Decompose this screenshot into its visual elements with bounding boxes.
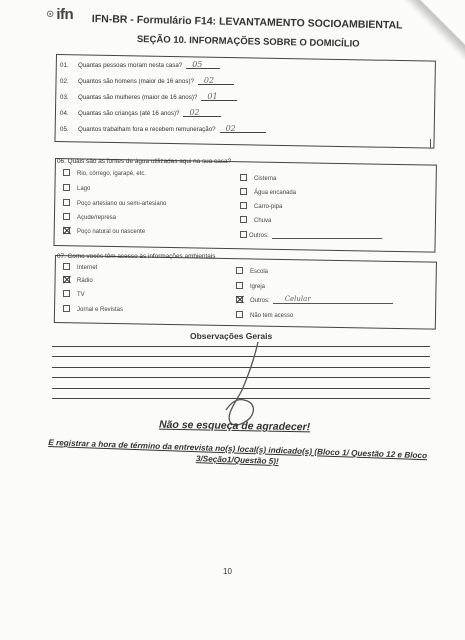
ifn-logo <box>46 6 73 23</box>
info-heading: 07. Como vocês têm acesso às informações ambientais <box>57 253 216 260</box>
page-number: 10 <box>223 567 232 576</box>
info-option[interactable]: Internet <box>63 263 97 271</box>
info-option[interactable]: Rádio <box>63 276 93 284</box>
water-option[interactable]: Açude/represa <box>63 213 116 221</box>
water-option[interactable]: Poço artesiano ou semi-artesiano <box>63 199 166 207</box>
observations-title: Observações Gerais <box>190 331 273 341</box>
checkbox[interactable] <box>240 202 247 209</box>
checkbox[interactable] <box>240 174 247 181</box>
checkbox[interactable] <box>63 213 70 220</box>
margin-mark <box>430 139 431 148</box>
thanks-reminder: Não se esqueça de agradecer! <box>158 418 311 434</box>
folded-corner <box>401 0 465 64</box>
water-option[interactable]: Rio, córrego, igarapé, etc. <box>63 169 146 177</box>
section-title: SEÇÃO 10. INFORMAÇÕES SOBRE O DOMICÍLIO <box>136 34 360 50</box>
question-05: 05. Quantos trabalham fora e recebem remuneração? 02 <box>60 124 266 133</box>
checkbox-checked[interactable] <box>63 227 70 234</box>
logo-mark-icon: ⊙ <box>46 9 55 20</box>
info-option[interactable]: Jornal e Revistas <box>63 305 123 313</box>
checkbox[interactable] <box>63 169 70 176</box>
logo-text: ifn <box>56 6 74 23</box>
checkbox[interactable] <box>240 188 247 195</box>
water-option[interactable]: Poço natural ou nascente <box>63 227 145 235</box>
question-03: 03. Quantas são mulheres (maior de 16 anos)? 01 <box>60 92 237 101</box>
checkbox[interactable] <box>240 216 247 223</box>
checkbox[interactable] <box>236 282 243 289</box>
question-01: 01. Quantas pessoas moram nesta casa? 05 <box>60 60 220 69</box>
info-other[interactable]: Outros: Celular <box>236 296 393 304</box>
answer-field[interactable]: 05 <box>186 60 220 69</box>
water-option[interactable]: Água encanada <box>240 188 296 196</box>
water-option[interactable]: Cisterna <box>240 174 276 182</box>
question-02: 02. Quantos são homens (maior de 16 anos)? 02 <box>60 76 234 85</box>
info-option[interactable]: Não tem acesso <box>236 311 293 319</box>
checkbox[interactable] <box>63 305 70 312</box>
question-04: 04. Quantas são crianças (até 16 anos)? 02 <box>60 108 221 117</box>
water-option[interactable]: Carro-pipa <box>240 202 282 210</box>
end-time-reminder: E registrar a hora de término da entrevista no(s) local(s) indicado(s) (Bloco 1/ Questão 12 e Bloco 3/Seção1/Questão 5)! <box>48 438 428 467</box>
other-field[interactable]: Celular <box>273 296 393 304</box>
checkbox[interactable] <box>236 311 243 318</box>
checkbox[interactable] <box>63 184 70 191</box>
checkbox[interactable] <box>63 290 70 297</box>
water-heading: 06. Quais são as fontes de água utilizadas aqui na sua casa? <box>57 158 232 165</box>
water-option[interactable]: Chuva <box>240 216 271 224</box>
checkbox-checked[interactable] <box>63 276 70 283</box>
water-other[interactable]: Outros: <box>240 231 382 239</box>
checkbox[interactable] <box>63 199 70 206</box>
info-option[interactable]: TV <box>63 290 85 298</box>
answer-field[interactable]: 01 <box>201 92 237 101</box>
handwritten-strike-mark <box>208 340 278 430</box>
checkbox[interactable] <box>63 263 70 270</box>
other-field[interactable] <box>272 231 382 239</box>
checkbox[interactable] <box>236 267 243 274</box>
info-option[interactable]: Escola <box>236 267 268 275</box>
checkbox-checked[interactable] <box>236 296 243 303</box>
answer-field[interactable]: 02 <box>198 76 234 85</box>
form-title: IFN-BR - Formulário F14: LEVANTAMENTO SOCIOAMBIENTAL <box>91 13 403 32</box>
answer-field[interactable]: 02 <box>220 124 266 133</box>
water-option[interactable]: Lago <box>63 184 90 192</box>
info-option[interactable]: Igreja <box>236 282 265 290</box>
checkbox[interactable] <box>240 231 247 238</box>
answer-field[interactable]: 02 <box>183 108 221 117</box>
